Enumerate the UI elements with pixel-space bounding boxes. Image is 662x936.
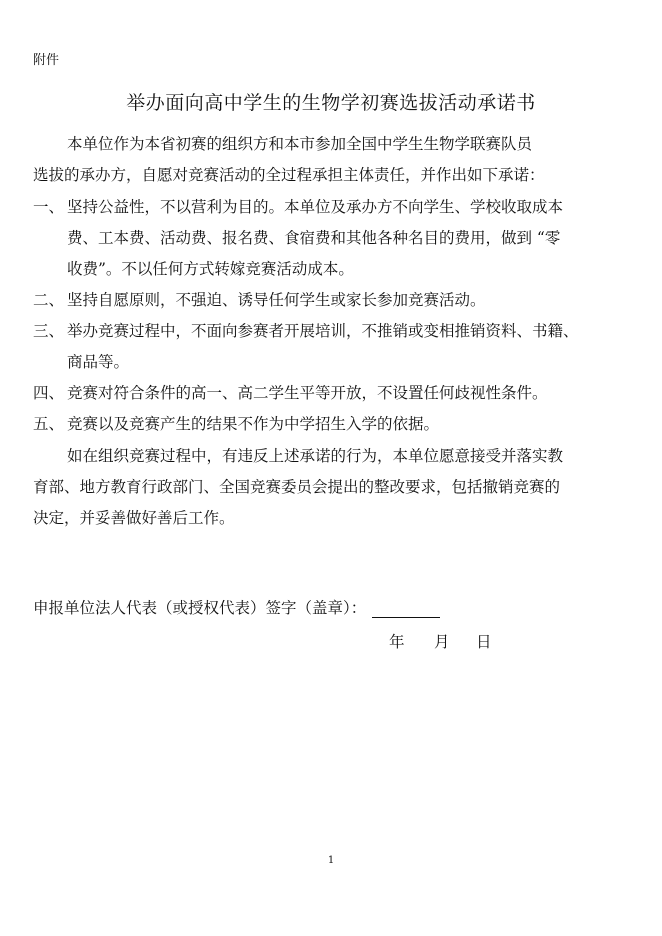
intro-line-2: 选拔的承办方，自愿对竞赛活动的全过程承担主体责任，并作出如下承诺：: [33, 166, 545, 184]
date-day: 日: [476, 633, 492, 651]
attachment-label: 附件: [33, 53, 60, 68]
item-2-line-1: 坚持自愿原则，不强迫、诱导任何学生或家长参加竞赛活动。: [67, 291, 486, 309]
item-4-marker: 四、: [33, 384, 65, 402]
item-1-marker: 一、: [33, 198, 65, 216]
item-3-line-2: 商品等。: [67, 353, 130, 371]
signature-line: [33, 596, 440, 618]
item-5-marker: 五、: [33, 415, 65, 433]
item-1-line-2: 费、工本费、活动费、报名费、食宿费和其他各种名目的费用，做到 “零: [67, 229, 561, 247]
item-3-marker: 三、: [33, 322, 65, 340]
date-month: 月: [434, 633, 450, 651]
item-1-line-1: 坚持公益性，不以营利为目的。本单位及承办方不向学生、学校收取成本: [67, 198, 564, 216]
closing-line-3: 决定，并妥善做好善后工作。: [33, 509, 235, 527]
document-title: 举办面向高中学生的生物学初赛选拔活动承诺书: [126, 92, 536, 114]
item-3-line-1: 举办竞赛过程中，不面向参赛者开展培训，不推销或变相推销资料、书籍、: [67, 322, 579, 340]
date-year: 年: [389, 633, 405, 651]
item-1-line-3: 收费”。不以任何方式转嫁竞赛活动成本。: [67, 260, 354, 278]
intro-line-1: 本单位作为本省初赛的组织方和本市参加全国中学生生物学联赛队员: [67, 135, 533, 153]
closing-line-1: 如在组织竞赛过程中，有违反上述承诺的行为，本单位愿意接受并落实教: [67, 447, 564, 465]
item-4-line-1: 竞赛对符合条件的高一、高二学生平等开放，不设置任何歧视性条件。: [67, 384, 548, 402]
closing-line-2: 育部、地方教育行政部门、全国竞赛委员会提出的整改要求，包括撤销竞赛的: [33, 478, 561, 496]
page-number: 1: [327, 855, 335, 866]
signature-label: 申报单位法人代表（或授权代表）签字（盖章）：: [33, 599, 367, 617]
item-5-line-1: 竞赛以及竞赛产生的结果不作为中学招生入学的依据。: [67, 415, 440, 433]
item-2-marker: 二、: [33, 291, 65, 309]
signature-blank[interactable]: [372, 600, 440, 618]
